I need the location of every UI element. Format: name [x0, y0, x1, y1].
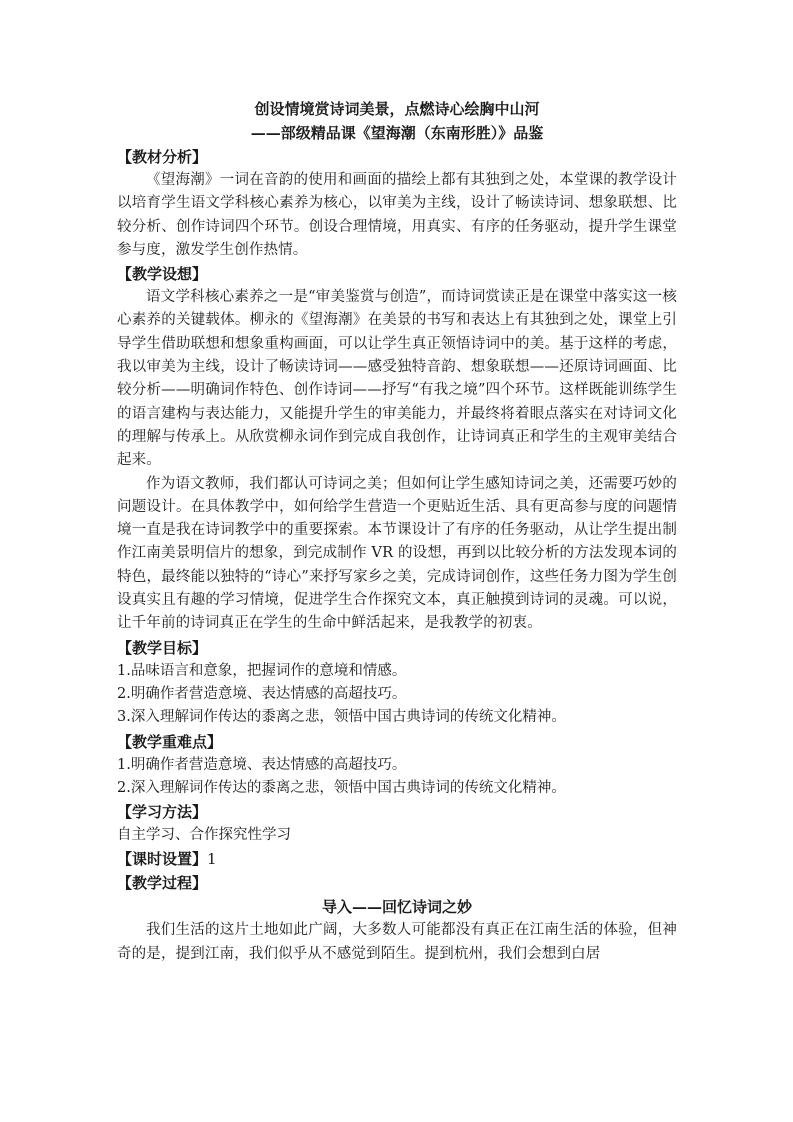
section-heading-methods: 【学习方法】: [117, 803, 208, 822]
process-subheading: 导入——回忆诗词之妙: [321, 898, 472, 917]
methods-text: 自主学习、合作探究性学习: [117, 827, 291, 844]
document-subtitle: ——部级精品课《望海潮（东南形胜）》品鉴: [250, 124, 544, 142]
goal-item-1: 1.品味语言和意象，把握词作的意境和情感。: [117, 662, 407, 679]
section-heading-hours: [117, 847, 677, 871]
section-heading-keypoints: 【教学重难点】: [117, 732, 223, 751]
section-heading-goals: 【教学目标】: [117, 638, 208, 657]
design-paragraph-2: 作为语文教师，我们都认可诗词之美；但如何让学生感知诗词之美，还需要巧妙的问题设计。在具体教学中，如何给学生营造一个更贴近生活、具有更高参与度的问题情境一直是我在诗词教学中的重要探索。本节课设计了有序的任务驱动，从让学生提出制作江南美景明信片的想象，到完成制作 VR 的设想，再到以比较分析的方法发现本词的特色，最终能以独特的“诗心”来抒写家乡之美，完成诗词创作，这些任务力图为学生创设真实且有趣的学习情境，促进学生合作探究文本，真正触摸到诗词的灵魂。可以说，让千年前的诗词真正在学生的生命中鲜活起来，是我教学的初衷。: [117, 475, 677, 632]
keypoint-item-2: 2.深入理解词作传达的黍离之悲，领悟中国古典诗词的传统文化精神。: [117, 779, 566, 796]
goal-item-2: 2.明确作者营造意境、表达情感的高超技巧。: [117, 685, 407, 702]
document-content: [117, 98, 677, 966]
hours-heading-label: 【课时设置】: [117, 850, 208, 869]
document-title: 创设情境赏诗词美景，点燃诗心绘胸中山河: [254, 100, 540, 118]
hours-value: 1: [207, 850, 217, 869]
section-heading-design: 【教学设想】: [117, 265, 208, 284]
keypoint-item-1: 1.明确作者营造意境、表达情感的高超技巧。: [117, 756, 407, 773]
section-heading-analysis: 【教材分析】: [117, 148, 208, 166]
process-paragraph: 我们生活的这片土地如此广阔，大多数人可能都没有真正在江南生活的体验，但神奇的是，提到江南，我们似乎从不感觉到陌生。提到杭州，我们会想到白居: [117, 922, 677, 962]
analysis-paragraph: 《望海潮》一词在音韵的使用和画面的描绘上都有其独到之处，本堂课的教学设计以培育学生语文学科核心素养为核心，以审美为主线，设计了畅读诗词、想象联想、比较分析、创作诗词四个环节。创设合理情境，用真实、有序的任务驱动，提升学生课堂参与度，激发学生创作热情。: [117, 172, 677, 258]
section-heading-process: 【教学过程】: [117, 874, 208, 893]
design-paragraph-1: 语文学科核心素养之一是“审美鉴赏与创造”，而诗词赏读正是在课堂中落实这一核心素养的关键载体。柳永的《望海潮》在美景的书写和表达上有其独到之处，课堂上引导学生借助联想和想象重构画面，可以让学生真正领悟诗词中的美。基于这样的考虑，我以审美为主线，设计了畅读诗词——感受独特音韵、想象联想——还原诗词画面、比较分析——明确词作特色、创作诗词——抒写“有我之境”四个环节。这样既能训练学生的语言建构与表达能力，又能提升学生的审美能力，并最终将着眼点落实在对诗词文化的理解与传承上。从欣赏柳永词作到完成自我创作，让诗词真正和学生的主观审美结合起来。: [117, 289, 677, 469]
goal-item-3: 3.深入理解词作传达的黍离之悲，领悟中国古典诗词的传统文化精神。: [117, 709, 566, 726]
